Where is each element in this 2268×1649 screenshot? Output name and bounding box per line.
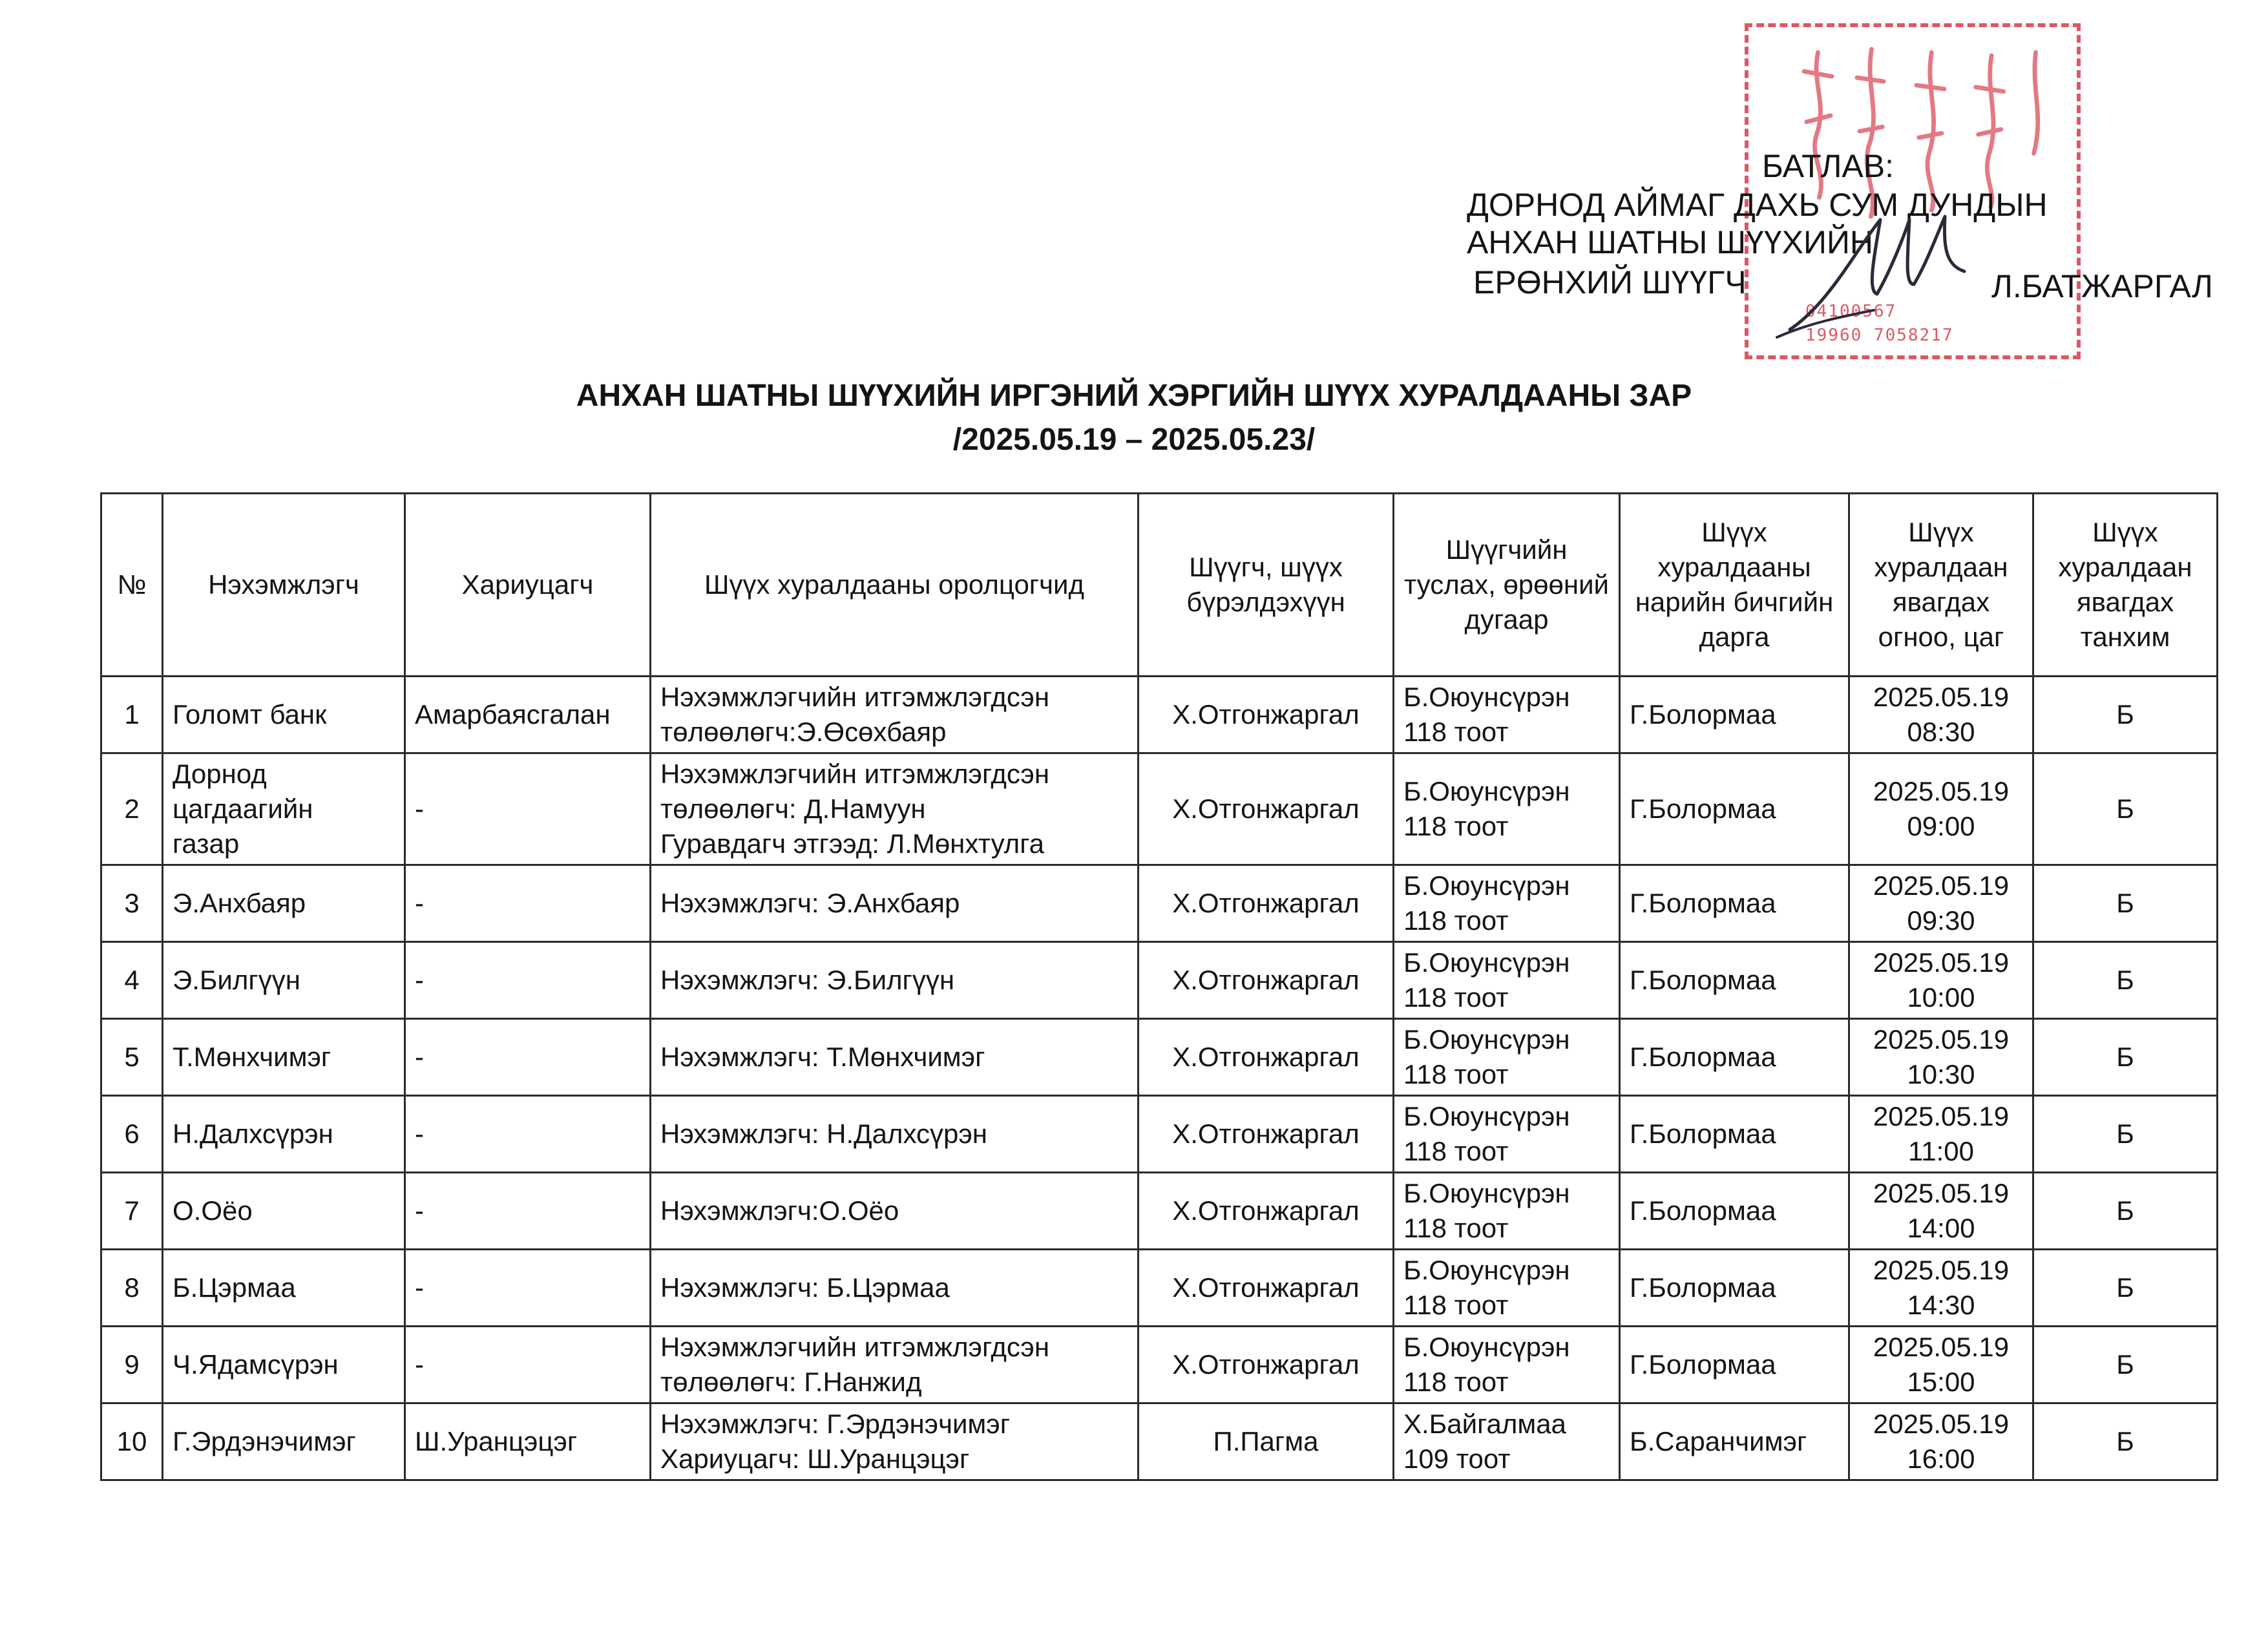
datetime-cell: 2025.05.19 10:30 <box>1849 1019 2033 1096</box>
table-row <box>101 1019 2218 1096</box>
clerk-cell: Г.Болормаа <box>1620 1019 1849 1096</box>
clerk-cell: Г.Болормаа <box>1620 942 1849 1019</box>
row-number: 7 <box>101 1173 163 1250</box>
plaintiff-cell: Н.Далхсүрэн <box>163 1096 405 1173</box>
defendant-cell: - <box>405 753 651 865</box>
assistant-room-cell: Б.Оюунсүрэн 118 тоот <box>1394 753 1620 865</box>
participants-cell: Нэхэмжлэгч:О.Оёо <box>651 1173 1139 1250</box>
plaintiff-cell: Г.Эрдэнэчимэг <box>163 1403 405 1480</box>
datetime-cell: 2025.05.19 11:00 <box>1849 1096 2033 1173</box>
row-number: 6 <box>101 1096 163 1173</box>
assistant-room-cell: Б.Оюунсүрэн 118 тоот <box>1394 1173 1620 1250</box>
assistant-room-cell: Б.Оюунсүрэн 118 тоот <box>1394 942 1620 1019</box>
judge-cell: Х.Отгонжаргал <box>1139 1327 1394 1403</box>
judge-cell: Х.Отгонжаргал <box>1139 753 1394 865</box>
datetime-cell: 2025.05.19 10:00 <box>1849 942 2033 1019</box>
row-number: 9 <box>101 1327 163 1403</box>
approval-line-2: АНХАН ШАТНЫ ШҮҮХИЙН <box>1467 224 1874 260</box>
header-participants: Шүүх хуралдааны оролцогчид <box>651 494 1139 677</box>
hall-cell: Б <box>2033 1403 2218 1480</box>
judge-cell: П.Пагма <box>1139 1403 1394 1480</box>
approval-line-1: ДОРНОД АЙМАГ ДАХЬ СУМ ДУНДЫН <box>1467 187 2048 223</box>
page-period: /2025.05.19 – 2025.05.23/ <box>952 423 1316 457</box>
page-title: АНХАН ШАТНЫ ШҮҮХИЙН ИРГЭНИЙ ХЭРГИЙН ШҮҮХ ХУРАЛДААНЫ ЗАР <box>576 379 1692 413</box>
assistant-room-cell: Б.Оюунсүрэн 118 тоот <box>1394 677 1620 753</box>
plaintiff-cell: О.Оёо <box>163 1173 405 1250</box>
table-row <box>101 677 2218 753</box>
header-defendant: Хариуцагч <box>405 494 651 677</box>
clerk-cell: Г.Болормаа <box>1620 1250 1849 1327</box>
row-number: 10 <box>101 1403 163 1480</box>
participants-cell: Нэхэмжлэгч: Э.Анхбаяр <box>651 865 1139 942</box>
plaintiff-cell: Э.Билгүүн <box>163 942 405 1019</box>
defendant-cell: - <box>405 1096 651 1173</box>
clerk-cell: Г.Болормаа <box>1620 1173 1849 1250</box>
hall-cell: Б <box>2033 677 2218 753</box>
assistant-room-cell: Б.Оюунсүрэн 118 тоот <box>1394 1096 1620 1173</box>
participants-cell: Нэхэмжлэгч: Б.Цэрмаа <box>651 1250 1139 1327</box>
table-header-row <box>101 494 2218 677</box>
judge-cell: Х.Отгонжаргал <box>1139 677 1394 753</box>
stamp-code-1: 04100567 <box>1805 302 1897 321</box>
table-body <box>101 677 2218 1480</box>
header-clerk: Шүүх хуралдааны нарийн бичгийн дарга <box>1620 494 1849 677</box>
judge-cell: Х.Отгонжаргал <box>1139 1096 1394 1173</box>
defendant-cell: - <box>405 865 651 942</box>
table-row <box>101 1327 2218 1403</box>
hearing-schedule-table <box>100 492 2218 1481</box>
hall-cell: Б <box>2033 865 2218 942</box>
plaintiff-cell: Ч.Ядамсүрэн <box>163 1327 405 1403</box>
table-row <box>101 942 2218 1019</box>
signature-image <box>1770 194 1984 342</box>
table-row <box>101 1096 2218 1173</box>
table-row <box>101 753 2218 865</box>
hall-cell: Б <box>2033 1019 2218 1096</box>
hall-cell: Б <box>2033 1327 2218 1403</box>
participants-cell: Нэхэмжлэгч: Г.Эрдэнэчимэг Хариуцагч: Ш.Уранцэцэг <box>651 1403 1139 1480</box>
assistant-room-cell: Б.Оюунсүрэн 118 тоот <box>1394 1327 1620 1403</box>
clerk-cell: Г.Болормаа <box>1620 1327 1849 1403</box>
clerk-cell: Г.Болормаа <box>1620 865 1849 942</box>
stamp-code-2: 19960 7058217 <box>1805 326 1954 345</box>
datetime-cell: 2025.05.19 14:00 <box>1849 1173 2033 1250</box>
plaintiff-cell: Голомт банк <box>163 677 405 753</box>
plaintiff-cell: Т.Мөнхчимэг <box>163 1019 405 1096</box>
hall-cell: Б <box>2033 1250 2218 1327</box>
plaintiff-cell: Дорнод цагдаагийн газар <box>163 753 405 865</box>
assistant-room-cell: Б.Оюунсүрэн 118 тоот <box>1394 865 1620 942</box>
datetime-cell: 2025.05.19 14:30 <box>1849 1250 2033 1327</box>
approval-signer: Л.БАТЖАРГАЛ <box>1991 268 2213 304</box>
defendant-cell: - <box>405 1173 651 1250</box>
row-number: 8 <box>101 1250 163 1327</box>
assistant-room-cell: Б.Оюунсүрэн 118 тоот <box>1394 1250 1620 1327</box>
participants-cell: Нэхэмжлэгч: Н.Далхсүрэн <box>651 1096 1139 1173</box>
participants-cell: Нэхэмжлэгчийн итгэмжлэгдсэн төлөөлөгч: Г.Нанжид <box>651 1327 1139 1403</box>
table-row <box>101 1250 2218 1327</box>
clerk-cell: Г.Болормаа <box>1620 753 1849 865</box>
clerk-cell: Б.Саранчимэг <box>1620 1403 1849 1480</box>
row-number: 5 <box>101 1019 163 1096</box>
participants-cell: Нэхэмжлэгчийн итгэмжлэгдсэн төлөөлөгч:Э.Өсөхбаяр <box>651 677 1139 753</box>
judge-cell: Х.Отгонжаргал <box>1139 865 1394 942</box>
table-row <box>101 865 2218 942</box>
defendant-cell: Ш.Уранцэцэг <box>405 1403 651 1480</box>
participants-cell: Нэхэмжлэгч: Т.Мөнхчимэг <box>651 1019 1139 1096</box>
row-number: 3 <box>101 865 163 942</box>
defendant-cell: - <box>405 942 651 1019</box>
hall-cell: Б <box>2033 753 2218 865</box>
judge-cell: Х.Отгонжаргал <box>1139 1173 1394 1250</box>
datetime-cell: 2025.05.19 09:30 <box>1849 865 2033 942</box>
table-row <box>101 1173 2218 1250</box>
assistant-room-cell: Б.Оюунсүрэн 118 тоот <box>1394 1019 1620 1096</box>
judge-cell: Х.Отгонжаргал <box>1139 1019 1394 1096</box>
approval-line-3: ЕРӨНХИЙ ШҮҮГЧ <box>1473 264 1747 300</box>
judge-cell: Х.Отгонжаргал <box>1139 1250 1394 1327</box>
plaintiff-cell: Б.Цэрмаа <box>163 1250 405 1327</box>
datetime-cell: 2025.05.19 09:00 <box>1849 753 2033 865</box>
clerk-cell: Г.Болормаа <box>1620 677 1849 753</box>
datetime-cell: 2025.05.19 15:00 <box>1849 1327 2033 1403</box>
header-datetime: Шүүх хуралдаан явагдах огноо, цаг <box>1849 494 2033 677</box>
header-assistant-room: Шүүгчийн туслах, өрөөний дугаар <box>1394 494 1620 677</box>
plaintiff-cell: Э.Анхбаяр <box>163 865 405 942</box>
header-judge: Шүүгч, шүүх бүрэлдэхүүн <box>1139 494 1394 677</box>
row-number: 4 <box>101 942 163 1019</box>
table-row <box>101 1403 2218 1480</box>
hall-cell: Б <box>2033 942 2218 1019</box>
row-number: 2 <box>101 753 163 865</box>
assistant-room-cell: Х.Байгалмаа 109 тоот <box>1394 1403 1620 1480</box>
hall-cell: Б <box>2033 1173 2218 1250</box>
row-number: 1 <box>101 677 163 753</box>
participants-cell: Нэхэмжлэгчийн итгэмжлэгдсэн төлөөлөгч: Д.Намуун Гуравдагч этгээд: Л.Мөнхтулга <box>651 753 1139 865</box>
clerk-cell: Г.Болормаа <box>1620 1096 1849 1173</box>
header-number: № <box>101 494 163 677</box>
header-plaintiff: Нэхэмжлэгч <box>163 494 405 677</box>
datetime-cell: 2025.05.19 16:00 <box>1849 1403 2033 1480</box>
defendant-cell: - <box>405 1250 651 1327</box>
datetime-cell: 2025.05.19 08:30 <box>1849 677 2033 753</box>
approval-heading: БАТЛАВ: <box>1762 148 1895 184</box>
judge-cell: Х.Отгонжаргал <box>1139 942 1394 1019</box>
participants-cell: Нэхэмжлэгч: Э.Билгүүн <box>651 942 1139 1019</box>
header-hall: Шүүх хуралдаан явагдах танхим <box>2033 494 2218 677</box>
hall-cell: Б <box>2033 1096 2218 1173</box>
defendant-cell: Амарбаясгалан <box>405 677 651 753</box>
defendant-cell: - <box>405 1019 651 1096</box>
defendant-cell: - <box>405 1327 651 1403</box>
